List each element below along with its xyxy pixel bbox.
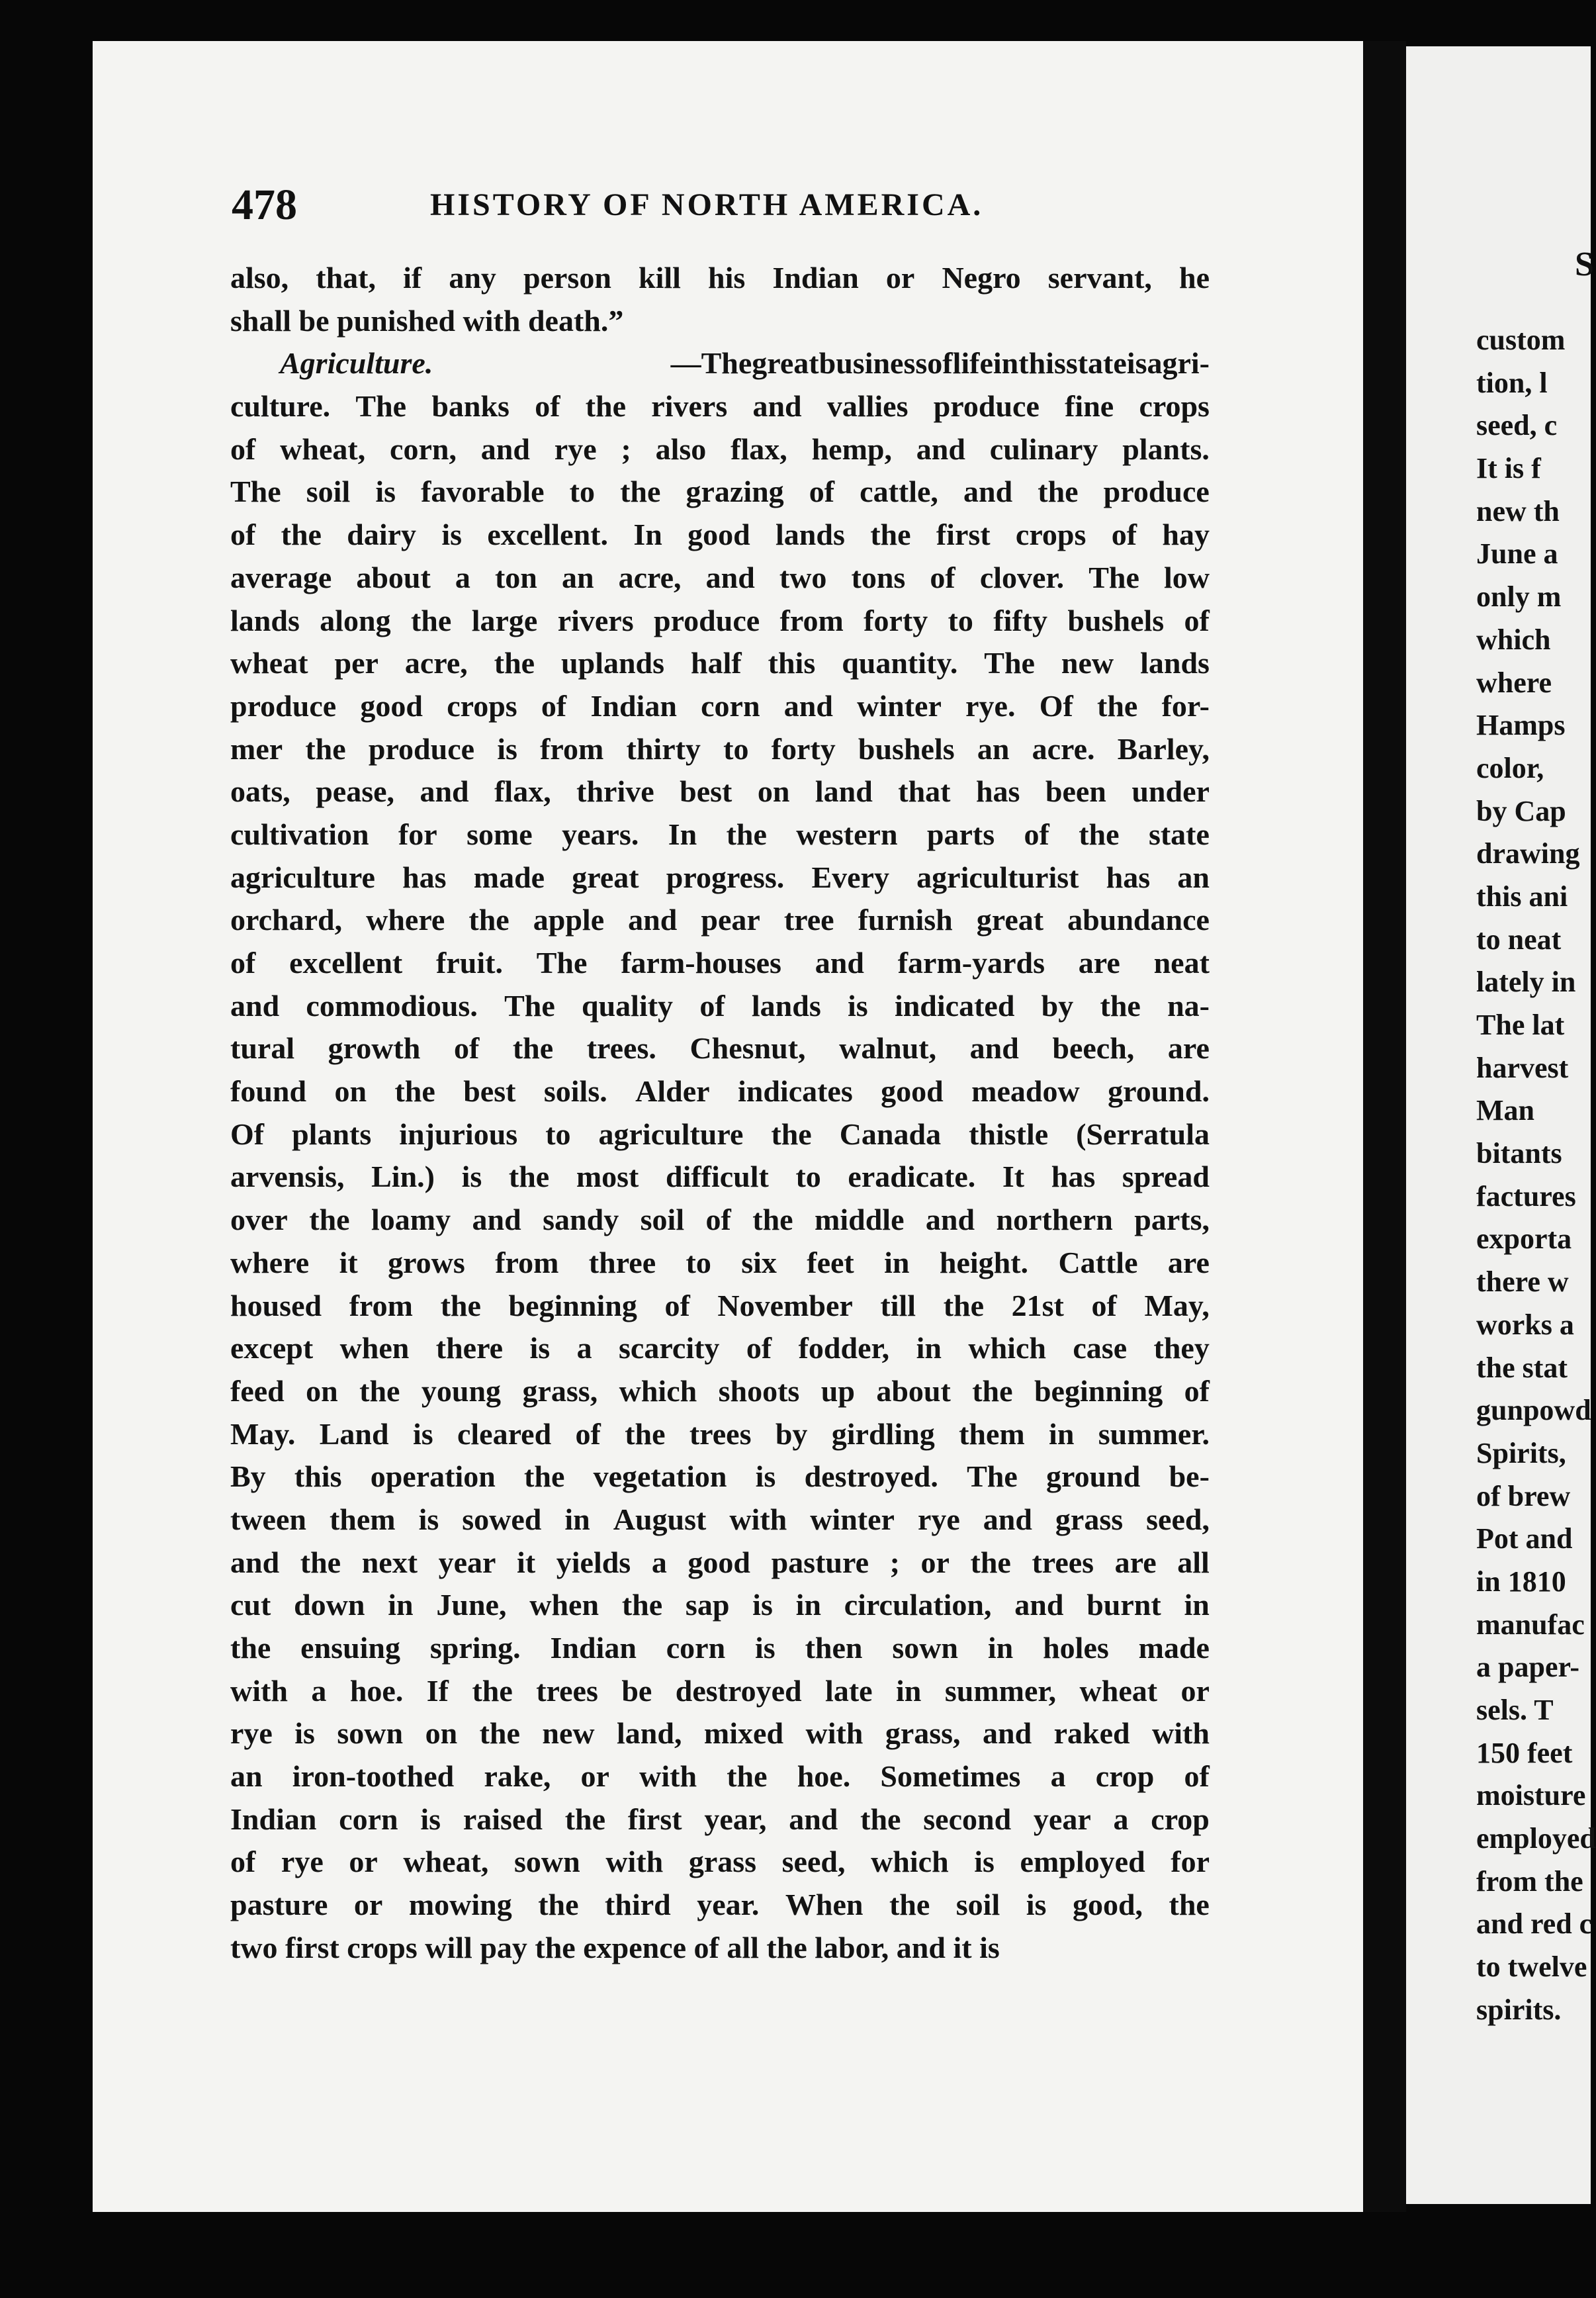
text-line: lands along the large rivers produce from forty to fifty bushels of <box>230 603 1210 637</box>
text-line: rye is sown on the new land, mixed with grass, and raked with <box>230 1716 1210 1751</box>
right-text-line: 150 feet <box>1476 1736 1573 1769</box>
right-text-line: drawing <box>1476 837 1580 870</box>
right-text-line: employed <box>1476 1822 1596 1855</box>
right-text-line: a paper- <box>1476 1651 1580 1684</box>
text-line: pasture or mowing the third year. When the soil is good, the <box>230 1888 1210 1922</box>
right-text-line: custom <box>1476 324 1566 356</box>
text-line: of the dairy is excellent. In good lands the first crops of hay <box>230 518 1210 552</box>
text-line: Of plants injurious to agriculture the Canada thistle (Serratula <box>230 1117 1210 1151</box>
text-line: orchard, where the apple and pear tree furnish great abundance <box>230 903 1210 937</box>
text-line: mer the produce is from thirty to forty bushels an acre. Barley, <box>230 731 1210 766</box>
right-text-line: tion, l <box>1476 366 1548 399</box>
right-text-line: by Cap <box>1476 794 1566 827</box>
right-text-line: It is f <box>1476 452 1541 485</box>
right-text-line: of brew <box>1476 1479 1571 1512</box>
right-text-line: the stat <box>1476 1351 1568 1384</box>
right-text-line: in 1810 <box>1476 1565 1566 1598</box>
text-line: where it grows from three to six feet in height. Cattle are <box>230 1245 1210 1279</box>
right-text-line: new th <box>1476 494 1560 528</box>
text-line: produce good crops of Indian corn and winter rye. Of the for- <box>230 688 1210 723</box>
text-line: two first crops will pay the expence of all the labor, and it is <box>230 1930 1000 1964</box>
right-text-line: Spirits, <box>1476 1436 1566 1469</box>
right-text-line: Hamps <box>1476 709 1566 742</box>
right-text-line: to twelve <box>1476 1951 1587 1984</box>
running-head: HISTORY OF NORTH AMERICA. <box>430 187 984 222</box>
right-text-line: to neat <box>1476 923 1562 956</box>
right-running-head-fragment: S <box>1575 246 1594 283</box>
right-text-line: lately in <box>1476 966 1576 999</box>
right-text-line: which <box>1476 623 1551 656</box>
text-line: culture. The banks of the rivers and vallies produce fine crops <box>230 389 1210 424</box>
text-line: the ensuing spring. Indian corn is then sown in holes made <box>230 1631 1210 1665</box>
right-text-line: factures <box>1476 1179 1576 1213</box>
right-text-line: gunpowd <box>1476 1394 1591 1427</box>
text-line: average about a ton an acre, and two tons of clover. The low <box>230 560 1210 594</box>
right-text-line: spirits. <box>1476 1993 1562 2026</box>
text-line: wheat per acre, the uplands half this quantity. The new lands <box>230 646 1210 680</box>
text-line: of rye or wheat, sown with grass seed, which is employed for <box>230 1845 1210 1879</box>
text-line: cultivation for some years. In the western parts of the state <box>230 817 1210 851</box>
text-line: tural growth of the trees. Chesnut, walnut, and beech, are <box>230 1031 1210 1066</box>
text-line: also, that, if any person kill his Indian or Negro servant, he <box>230 261 1210 295</box>
text-line: of excellent fruit. The farm-houses and farm-yards are neat <box>230 946 1210 980</box>
right-text-line: this ani <box>1476 880 1568 913</box>
right-book-page-edge <box>1406 46 1596 2204</box>
right-text-line: harvest <box>1476 1051 1569 1084</box>
right-text-line: works a <box>1476 1308 1574 1341</box>
text-line: tween them is sowed in August with winter rye and grass seed, <box>230 1502 1210 1536</box>
text-line: arvensis, Lin.) is the most difficult to eradicate. It has spread <box>230 1160 1210 1194</box>
right-text-line: seed, c <box>1476 409 1558 442</box>
body-text <box>230 257 1210 1970</box>
right-text-line: sels. T <box>1476 1694 1554 1726</box>
text-line: an iron-toothed rake, or with the hoe. Sometimes a crop of <box>230 1759 1210 1794</box>
right-text-line: manufac <box>1476 1608 1585 1641</box>
text-line: Agriculture. —Thegreatbusinessoflifeinthisstateisagri- <box>280 346 1210 381</box>
text-line: over the loamy and sandy soil of the middle and northern parts, <box>230 1203 1210 1237</box>
text-line: shall be punished with death.” <box>230 303 624 338</box>
right-page-text <box>1476 319 1596 2032</box>
text-line: with a hoe. If the trees be destroyed late in summer, wheat or <box>230 1673 1210 1708</box>
text-line: May. Land is cleared of the trees by girdling them in summer. <box>230 1416 1210 1451</box>
text-line: except when there is a scarcity of fodder, in which case they <box>230 1331 1210 1365</box>
right-text-line: June a <box>1476 537 1558 571</box>
page-number: 478 <box>232 181 297 229</box>
right-text-line: Pot and <box>1476 1522 1573 1555</box>
book-gutter <box>1363 41 1406 2212</box>
text-line: By this operation the vegetation is destroyed. The ground be- <box>230 1459 1210 1494</box>
right-text-line: from the <box>1476 1864 1583 1898</box>
text-line: cut down in June, when the sap is in circulation, and burnt in <box>230 1588 1210 1622</box>
text-line: and commodious. The quality of lands is indicated by the na- <box>230 988 1210 1023</box>
right-text-line: there w <box>1476 1265 1569 1299</box>
text-line: feed on the young grass, which shoots up about the beginning of <box>230 1373 1210 1408</box>
right-text-line: where <box>1476 666 1552 699</box>
right-text-line: bitants <box>1476 1137 1562 1170</box>
text-line: oats, pease, and flax, thrive best on land that has been under <box>230 774 1210 809</box>
text-line: The soil is favorable to the grazing of cattle, and the produce <box>230 475 1210 509</box>
text-line: agriculture has made great progress. Every agriculturist has an <box>230 860 1210 894</box>
right-text-line: moisture <box>1476 1779 1586 1812</box>
text-line: and the next year it yields a good pasture ; or the trees are all <box>230 1545 1210 1579</box>
right-text-line: only m <box>1476 580 1562 614</box>
text-line: Indian corn is raised the first year, and the second year a crop <box>230 1802 1210 1836</box>
right-text-line: color, <box>1476 751 1544 784</box>
right-text-line: Man <box>1476 1094 1534 1127</box>
text-line: found on the best soils. Alder indicates good meadow ground. <box>230 1074 1210 1109</box>
text-line: of wheat, corn, and rye ; also flax, hemp, and culinary plants. <box>230 432 1210 466</box>
right-text-line: The lat <box>1476 1009 1565 1041</box>
right-text-line: exporta <box>1476 1222 1572 1256</box>
right-text-line: and red c <box>1476 1907 1593 1941</box>
page-header <box>232 180 1198 240</box>
text-line: housed from the beginning of November till the 21st of May, <box>230 1288 1210 1322</box>
